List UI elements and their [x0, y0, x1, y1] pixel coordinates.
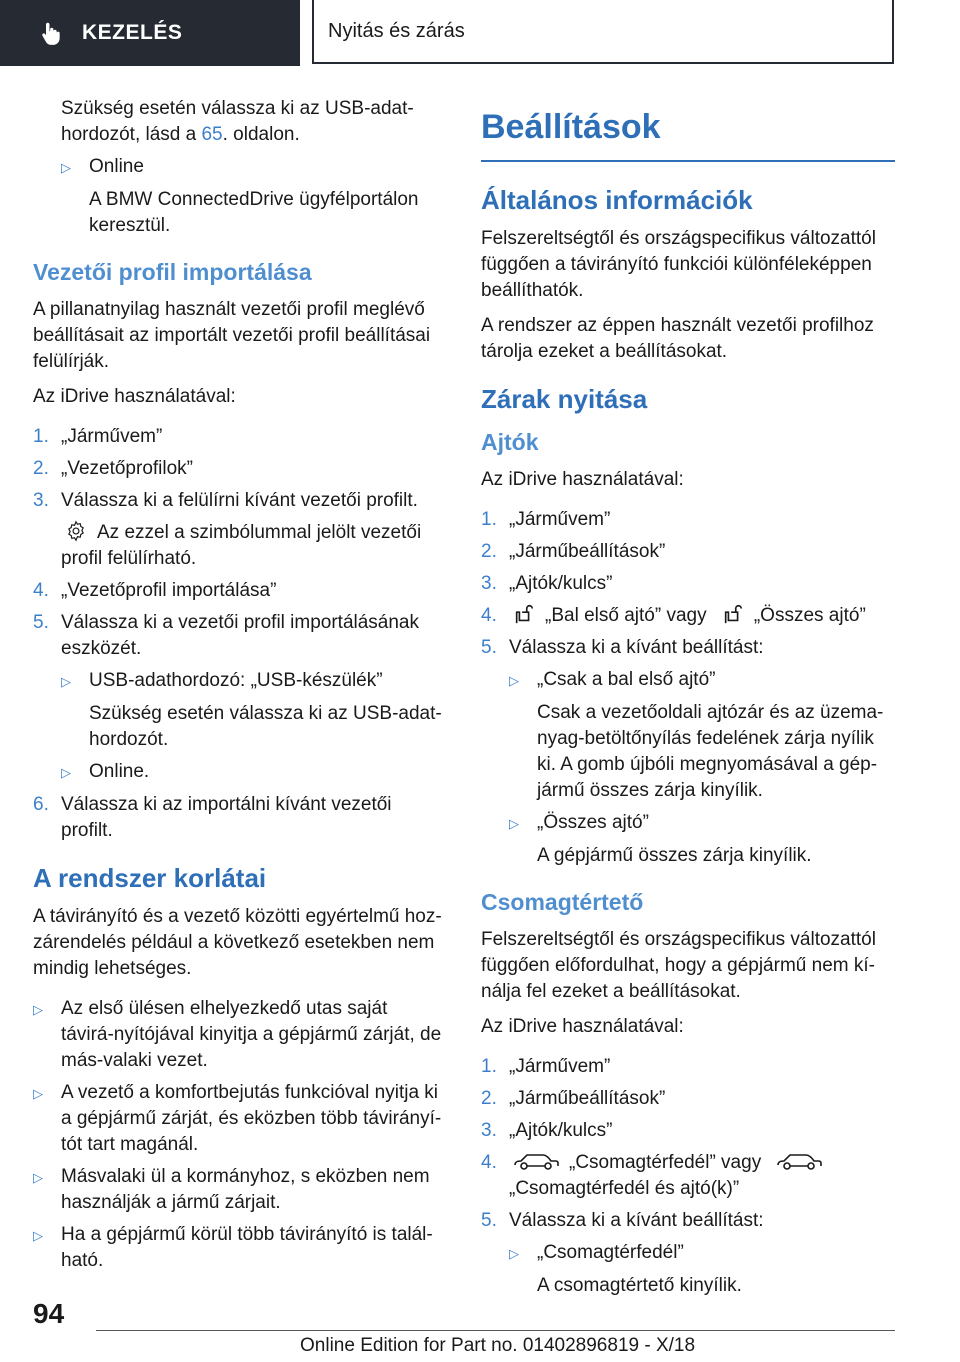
step3-note: Az ezzel a szimbólummal jelölt vezetői profil felülírható. — [61, 522, 422, 569]
section-tab-label: KEZELÉS — [82, 21, 183, 44]
list-item: ▷ USB-adathordozó: „USB-készülék” — [61, 668, 443, 695]
heading-system-limits: A rendszer korlátai — [33, 863, 267, 893]
list-item: ▷ „Csak a bal első ajtó” — [509, 667, 895, 694]
list-item: 5. Válassza ki a vezetői profil importálásának eszközét. — [33, 612, 420, 659]
list-item: 4. „Csomagtérfedél” vagy „Csomagtérfedél és ajtó(k)” — [481, 1150, 895, 1202]
paragraph: Az iDrive használatával: — [33, 386, 236, 407]
list-item: 2. „Járműbeállítások” — [481, 1088, 666, 1109]
paragraph: Felszereltségtől és országspecifikus változattól függően előfordulhat, hogy a gépjármű nem kí-nálja fel ezeket a beállításokat. — [481, 929, 876, 1002]
list-item: 1. „Járművem” — [481, 1056, 611, 1077]
triangle-bullet-icon: ▷ — [509, 816, 519, 831]
heading-general-info: Általános információk — [481, 185, 753, 215]
gear-icon — [65, 520, 87, 542]
triangle-bullet-icon: ▷ — [33, 1228, 43, 1243]
triangle-bullet-icon: ▷ — [33, 1086, 43, 1101]
list-item: 3. „Ajtók/kulcs” — [481, 1120, 613, 1141]
list-item: 1. „Járművem” — [481, 509, 611, 530]
heading-unlocking: Zárak nyitása — [481, 384, 648, 414]
triangle-bullet-icon: ▷ — [33, 1170, 43, 1185]
page-link-65[interactable]: 65 — [201, 124, 223, 145]
paragraph: Az iDrive használatával: — [481, 1016, 684, 1037]
triangle-bullet-icon: ▷ — [61, 765, 71, 780]
list-item: ▷ Az első ülésen elhelyezkedő utas saját távirá-nyítójával kinyitja a gépjármű zárját, de más-valaki vezet. — [33, 996, 443, 1074]
triangle-bullet-icon: ▷ — [61, 674, 71, 689]
footer-edition: Online Edition for Part no. 01402896819 - X/18 — [300, 1335, 696, 1356]
paragraph: Az iDrive használatával: — [481, 469, 684, 490]
all-doors-icon — [722, 603, 744, 625]
usb-text: Szükség esetén válassza ki az USB-adat-hordozót. — [89, 703, 442, 750]
list-item: ▷ Online — [61, 154, 443, 181]
list-item: 1. „Járművem” — [33, 426, 163, 447]
paragraph: A pillanatnyilag használt vezetői profil meglévő beállításait az importált vezetői profil beállításai felülírják. — [33, 299, 431, 372]
paragraph: A rendszer az éppen használt vezetői profilhoz tárolja ezeket a beállításokat. — [481, 315, 874, 362]
page-header — [0, 0, 960, 66]
section-tab-kezeles[interactable] — [0, 0, 300, 66]
footer-divider — [96, 1330, 895, 1331]
heading-settings: Beállítások — [481, 104, 895, 162]
list-item: ▷ „Összes ajtó” — [509, 810, 895, 837]
option-text: A csomagtértető kinyílik. — [537, 1275, 742, 1296]
list-item: 4. „Bal első ajtó” vagy „Összes ajtó” — [481, 605, 866, 626]
option-text: Csak a vezetőoldali ajtózár és az üzema-nyag-betöltőnyílás fedelének zárja nyílik ki. A gomb újbóli megnyomásával a gép-jármű összes zárja kinyílik. — [537, 702, 884, 801]
list-item: 5. Válassza ki a kívánt beállítást: — [481, 637, 764, 658]
hand-pointer-icon — [38, 20, 64, 46]
right-column — [481, 100, 895, 1305]
car-trunk-icon — [513, 1150, 559, 1172]
door-open-icon — [513, 603, 535, 625]
usb-note-text: Szükség esetén válassza ki az USB-adat-hordozót, lásd a 65. oldalon. — [61, 98, 414, 145]
list-item: ▷ „Csomagtérfedél” — [509, 1240, 895, 1267]
usb-note — [61, 96, 443, 148]
heading-trunk: Csomagtértető — [481, 889, 644, 915]
list-item: 5. Válassza ki a kívánt beállítást: — [481, 1210, 764, 1231]
triangle-bullet-icon: ▷ — [33, 1002, 43, 1017]
subsection-tab[interactable] — [312, 0, 894, 64]
list-item: ▷ Másvalaki ül a kormányhoz, s eközben nem használják a jármű zárjait. — [33, 1164, 443, 1216]
page-number: 94 — [33, 1298, 65, 1329]
subsection-tab-label: Nyitás és zárás — [328, 19, 465, 42]
list-item: 2. „Vezetőprofilok” — [33, 458, 194, 479]
left-column — [33, 96, 443, 1280]
triangle-bullet-icon: ▷ — [509, 1246, 519, 1261]
option-text: A gépjármű összes zárja kinyílik. — [537, 845, 812, 866]
car-trunk-doors-icon — [776, 1150, 822, 1172]
paragraph: A távirányító és a vezető közötti egyértelmű hoz-zárendelés például a következő esetekben nem mindig lehetséges. — [33, 906, 442, 979]
list-item: ▷ Ha a gépjármű körül több távirányító is talál-ható. — [33, 1222, 443, 1274]
list-item: ▷ A vezető a komfortbejutás funkcióval nyitja ki a gépjármű zárját, és eközben több távirányí-tót tart magánál. — [33, 1080, 443, 1158]
online-text: A BMW ConnectedDrive ügyfélportálon keresztül. — [89, 189, 419, 236]
list-item: ▷ Online. — [61, 759, 443, 786]
list-item: 4. „Vezetőprofil importálása” — [33, 580, 277, 601]
heading-profile-import: Vezetői profil importálása — [33, 259, 312, 285]
heading-doors: Ajtók — [481, 429, 539, 455]
list-item: 2. „Járműbeállítások” — [481, 541, 666, 562]
list-item: 3. Válassza ki a felülírni kívánt vezetői profilt. — [33, 490, 418, 511]
triangle-bullet-icon: ▷ — [61, 160, 71, 175]
triangle-bullet-icon: ▷ — [509, 673, 519, 688]
paragraph: Felszereltségtől és országspecifikus változattól függően a távirányító funkciói különféleképpen beállíthatók. — [481, 228, 876, 301]
list-item: 3. „Ajtók/kulcs” — [481, 573, 613, 594]
list-item: 6. Válassza ki az importálni kívánt vezetői profilt. — [33, 794, 392, 841]
